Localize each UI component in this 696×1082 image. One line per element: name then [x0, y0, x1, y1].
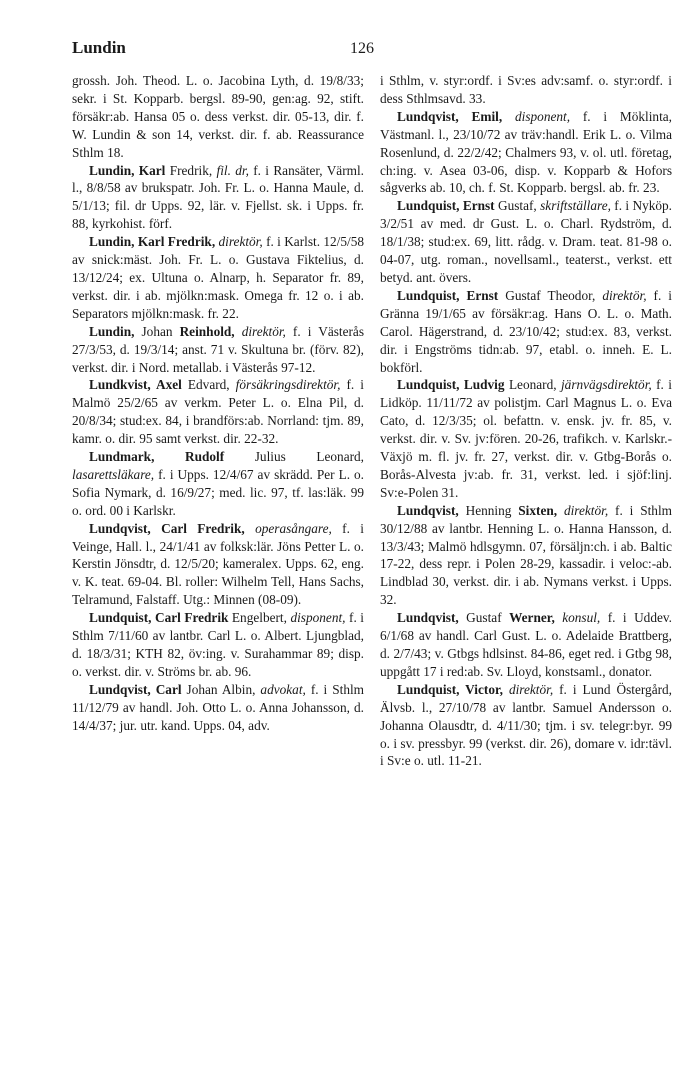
right-column	[380, 72, 672, 770]
entry-given-names: Fredrik,	[165, 162, 217, 178]
entry-details: f. i Nyköp. 3/2/51 av med. dr Gust. L. o. Charl. Rydström, d. 18/1/38; stud:ex. 69, litt. rådg. v. Dram. teat. 81-98 o. 04-07, utg. roman., novellsaml., teaterst., verkst. ett betyd. ant. övers.	[380, 198, 672, 285]
biography-entry	[72, 323, 364, 377]
biography-entry	[380, 287, 672, 377]
biography-entry	[380, 681, 672, 771]
entry-details: f. i Sthlm 11/12/79 av handl. Joh. Otto L. o. Anna Johansson, d. 14/4/37; jur. utr. kand. Upps. 04, adv.	[72, 681, 365, 733]
entry-name: Lundin, Karl	[89, 162, 166, 178]
entry-given-names: Julius Leonard,	[224, 449, 364, 465]
biography-entry	[380, 502, 672, 609]
entry-name: Lundmark, Rudolf	[89, 449, 225, 465]
entry-occupation: direktör,	[218, 234, 263, 250]
entry-name: Lundquist, Ernst	[397, 287, 499, 303]
entry-details: f. i Uddev. 6/1/68 av handl. Carl Gust. L. o. Adelaide Brattberg, d. 2/7/43; v. Gtbgs hdlsinst. 84-86, eget red. i Gtbg 98, uppgått 17 i red:ab. Sv. Lloyd, konstsaml., donator.	[380, 610, 672, 679]
entry-name: Lundquist, Ludvig	[397, 377, 505, 393]
entry-given-names: Henning	[458, 502, 519, 518]
entry-occupation: direktör,	[241, 323, 286, 339]
entry-given-names: Gustaf Theodor,	[498, 287, 603, 303]
entry-details: f. i Lund Östergård, Älvsb. l., 27/10/78 av lantbr. Samuel Andersson o. Johanna Olausdtr, d. 4/11/30; tjm. i sv. telegr:byr. 99 o. i sv. pressbyr. 99 (verkst. dir. 26), domare v. idr:tävl. i Sv:e o. utl. 11-21.	[380, 681, 673, 769]
entry-details: f. i Upps. 12/4/67 av skrädd. Per L. o. Sofia Nymark, d. 16/9/27; med. lic. 97, tf. las:läk. 99 o. ord. 00 i Karlskr.	[72, 466, 364, 518]
entry-given-names: Edvard,	[181, 377, 236, 393]
biography-entry	[380, 108, 672, 198]
entry-name: Lundquist, Victor,	[397, 681, 503, 697]
entry-name: Lundquist, Ernst	[397, 198, 495, 214]
entry-given-names: Johan	[134, 323, 180, 339]
entry-given-names: Johan Albin,	[181, 681, 261, 697]
biography-entry	[380, 609, 672, 681]
entry-occupation: skriftställare,	[540, 198, 611, 214]
entry-given-names: Gustaf	[458, 610, 510, 626]
entry-details: f. i Gränna 19/1/65 av försäkr:ag. Hans O. L. o. Math. Carol. Hägerstrand, d. 23/10/42; stud:ex. 83, verkst. dir. i Engströms tidn:ab. 97, etabl. o. inneh. E. L. bokförl.	[380, 287, 672, 375]
entry-occupation: advokat,	[260, 681, 306, 697]
running-head: Lundin	[72, 38, 126, 57]
entry-details: f. i Ransäter, Värml. l., 8/8/58 av brukspatr. Joh. Fr. L. o. Hanna Maule, d. 5/1/13; fil. dr Upps. 92, lär. v. Fjellst. sk. i Upps. fr. 88, kyrkohist. förf.	[72, 162, 364, 232]
entry-details: f. i Malmö 25/2/65 av verkm. Peter L. o. Elna Pil, d. 20/8/34; stud:ex. 84, i brandförs:ab. Norrland: tjm. 89, kamr. o. dir. 95 samt verkst. dir. 22-32.	[72, 377, 364, 447]
entry-given-names	[245, 521, 255, 536]
entry-name: Lundqvist,	[397, 502, 459, 518]
page-header	[72, 38, 662, 64]
continued-entry	[72, 72, 364, 162]
entry-spacer	[557, 503, 564, 518]
entry-text: grossh. Joh. Theod. L. o. Jacobina Lyth, d. 19/8/33; sekr. i St. Kopparb. bergsl. 89-90, gen:ag. 92, stift. försäkr:ab. Hansa 05 o. dess verkst. dir. 05-13, dir. f. W. Lundin & son 14, verkst. dir. f. ab. Reassurance Sthlm 18.	[72, 73, 364, 160]
entry-occupation: järnvägsdirektör,	[560, 377, 652, 393]
entry-text: i Sthlm, v. styr:ordf. i Sv:es adv:samf. o. styr:ordf. i dess Sthlmsavd. 33.	[380, 73, 672, 106]
entry-given-names: Gustaf,	[494, 198, 541, 214]
entry-given-names: Engelbert,	[228, 610, 291, 626]
biography-entry	[72, 520, 364, 610]
entry-call-name: Werner,	[509, 610, 555, 626]
entry-details: f. i Lidköp. 11/11/72 av polistjm. Carl Magnus L. o. Eva Cato, d. 12/3/35; ol. befattn. v. ensk. jv. fr. 85, v. verkst. dir. v. Sv. jv:fören. 20-26, trafikch. v. Karlskr.-Växjö m. fl. jv. fr. 27, verkst. dir. v. Gtbg-Borås o. Borås-Alvesta jv:ab. fr. 31, verkst. led. i sjöf:linj. Sv:e-Polen 31.	[380, 377, 672, 500]
entry-details: f. i Sthlm 30/12/88 av lantbr. Henning L. o. Hanna Hansson, d. 13/3/43; Malmö hdlsgymn. 07, försäljn:ch. i ab. Baltic 17-22, dess repr. i Polen 28-29, kassadir. i veloc:-ab. Lindblad 30, verkst. dir. i ab. Nymans verkst. i Upps. 32.	[380, 502, 672, 608]
entry-occupation: direktör,	[602, 287, 647, 303]
entry-name: Lundquist, Carl Fredrik	[89, 610, 229, 626]
entry-details: f. i Västerås 27/3/53, d. 19/3/14; anst. 71 v. Skultuna br. (förv. 82), verkst. dir. i Nord. metallab. i Västerås 97-12.	[72, 323, 364, 375]
biography-entry	[380, 197, 672, 287]
entry-given-names: Leonard,	[504, 377, 561, 393]
entry-given-names	[502, 109, 515, 124]
entry-occupation: operasångare,	[255, 520, 332, 536]
page-number: 126	[350, 40, 374, 57]
entry-occupation: försäkringsdirektör,	[235, 377, 341, 393]
biography-entry	[72, 162, 364, 234]
entry-name: Lundin,	[89, 323, 135, 339]
entry-details: f. i Möklinta, Västmanl. l., 23/10/72 av träv:handl. Erik L. o. Vilma Rosenlund, d. 22/2/42; Chalmers 93, v. ol. utl. företag, ch:ing. v. Asea 03-06, disp. v. Kopparb & Hofors sågverks ab. 10, ch. f. St. Kopparb. bergsl. ab. fr. 23.	[380, 108, 672, 196]
entry-spacer	[235, 324, 242, 339]
entry-details: f. i Karlst. 12/5/58 av snick:mäst. Joh. Fr. L. o. Gustava Fiktelius, d. 13/12/24; ex. Ultuna o. Alnarp, h. Separator fr. 89, verkst. dir. i ab. mjölkn:mask. Omega fr. 12 o. i ab. Separators mjölkn:mask. fr. 22.	[72, 234, 365, 321]
biography-entry	[72, 609, 364, 681]
entry-occupation: fil. dr,	[216, 162, 249, 178]
entry-occupation: disponent,	[515, 108, 571, 124]
entry-name: Lundkvist, Axel	[89, 377, 182, 393]
entry-details: f. i Sthlm 7/11/60 av lantbr. Carl L. o. Albert. Ljungblad, d. 18/3/31; KTH 82, öv:ing. v. Surahammar 89; disp. o. verkst. dir. v. Ströms br. ab. 96.	[72, 610, 364, 679]
entry-call-name: Reinhold,	[179, 323, 235, 339]
entry-call-name: Sixten,	[518, 502, 558, 518]
entry-occupation: direktör,	[563, 502, 609, 518]
entry-occupation: lasarettsläkare,	[72, 466, 155, 482]
entry-name: Lundin, Karl Fredrik,	[89, 234, 216, 250]
entry-name: Lundqvist, Carl Fredrik,	[89, 520, 245, 536]
entry-occupation: konsul,	[562, 610, 601, 626]
entry-name: Lundqvist, Carl	[89, 681, 182, 697]
biography-entry	[380, 376, 672, 501]
continued-entry	[380, 72, 672, 108]
biography-entry	[72, 376, 364, 448]
entry-occupation: direktör,	[508, 681, 554, 697]
biography-entry	[72, 681, 364, 735]
entry-name: Lundqvist,	[397, 610, 459, 626]
biography-entry	[72, 448, 364, 520]
left-column	[72, 72, 364, 735]
biography-entry	[72, 233, 364, 323]
entry-occupation: disponent,	[290, 610, 346, 626]
entry-details: f. i Veinge, Hall. l., 24/1/41 av folksk:lär. Jöns Petter L. o. Kerstin Jönsdtr, d. 12/5/20; kameralex. Upps. 62, eng. v. K. teat. 69-04. Bl. roller: Wilhelm Tell, Hans Sachs, Telramund, Falstaff. Utg.: Minnen (08-09).	[72, 520, 364, 608]
entry-name: Lundqvist, Emil,	[397, 108, 503, 124]
